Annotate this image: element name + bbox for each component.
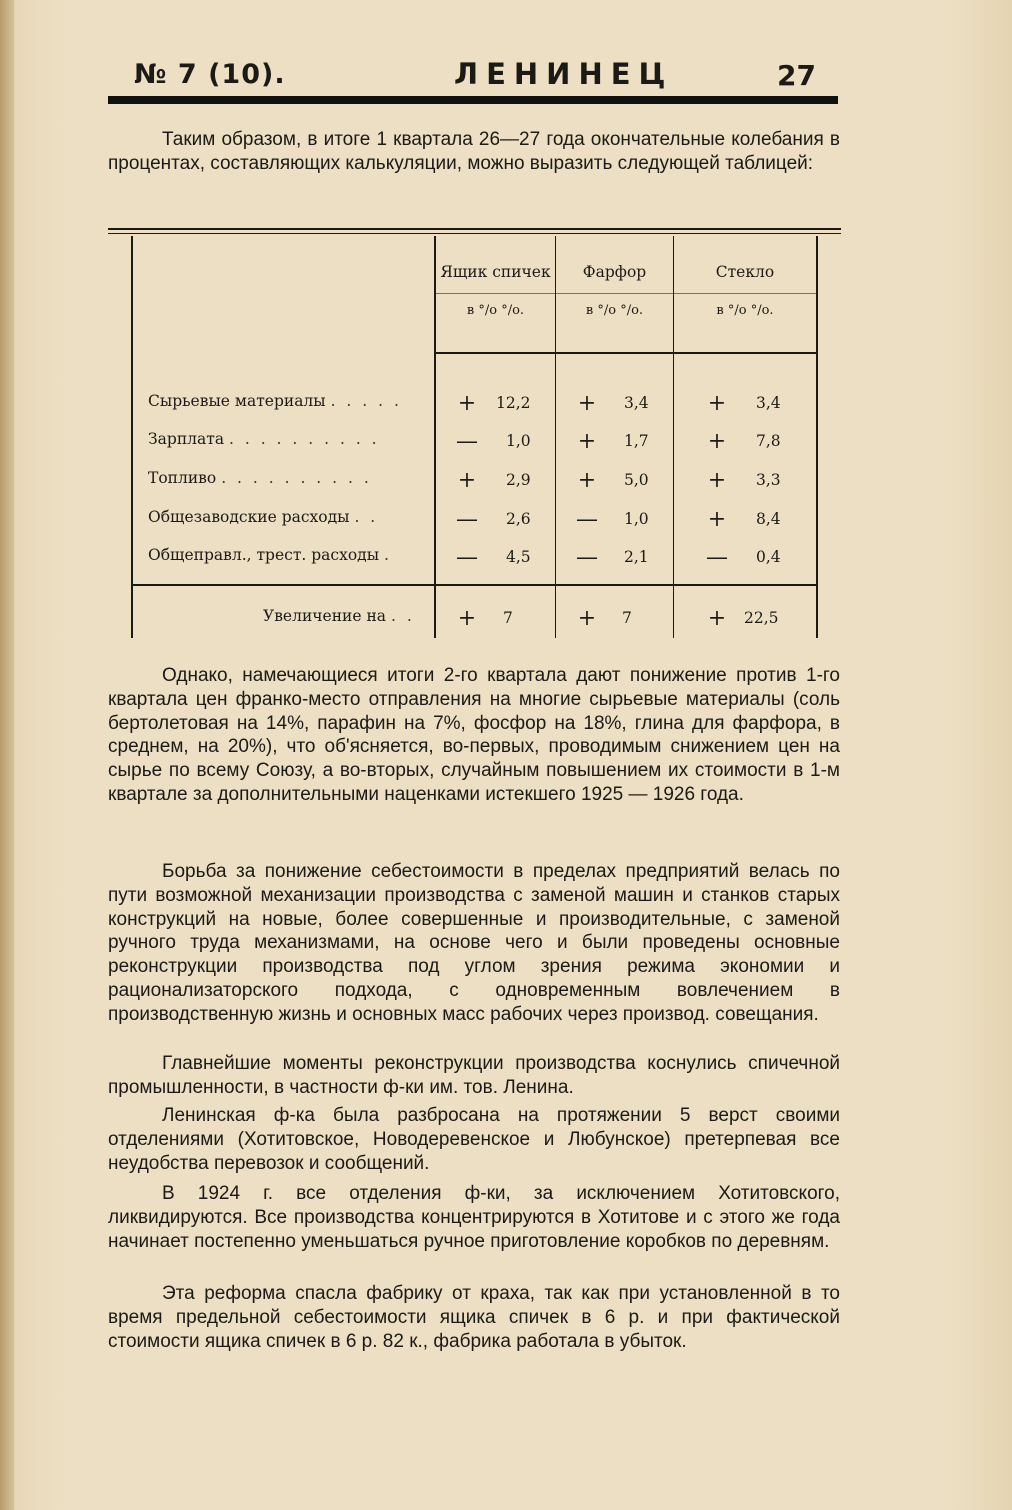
cell-sign: + bbox=[707, 507, 727, 532]
cell-value: 1,7 bbox=[624, 432, 649, 450]
cell-sign: — bbox=[576, 545, 598, 570]
col-header-glass: Стекло bbox=[715, 263, 775, 281]
row-label: Общеправл., трест. расходы bbox=[148, 546, 380, 564]
body-paragraph-5: В 1924 г. все отделения ф-ки, за исключением Хотитовского, ликвидируются. Все производства концентрируются в Хотитове и с этого же года начинает постепенно уменьшаться ручное приготовление коробков по деревням. bbox=[108, 1183, 840, 1252]
cell-sign: + bbox=[577, 429, 597, 454]
cell-value: 5,0 bbox=[624, 471, 649, 489]
cell-sign: — bbox=[456, 507, 478, 532]
col-unit-matches: в °/о °/о. bbox=[466, 303, 525, 318]
cell-value: 1,0 bbox=[624, 510, 649, 528]
header-subrule bbox=[436, 293, 816, 294]
cell-value: 22,5 bbox=[744, 609, 779, 627]
cell-sign: — bbox=[456, 545, 478, 570]
body-paragraph-2: Борьба за понижение себестоимости в пределах предприятий велась по пути возможной механизации производства с заменой машин и станков старых конструкций на новые, более совершенные и производительные, с заменой ручного труда механизмами, на основе чего и были проведены основные реконструкции производства под углом зрения режима экономии и рационализаторского подхода, с одновременным вовлечением в производственную жизнь и основных масс рабочих через производ. совещания. bbox=[108, 861, 840, 1025]
intro-paragraph: Таким образом, в итоге 1 квартала 26—27 года окончательные колебания в процентах, составляющих калькуляции, можно выразить следующей таблицей: bbox=[108, 129, 840, 174]
row-label: Зарплата bbox=[148, 430, 225, 448]
col-unit-porcelain: в °/о °/о. bbox=[585, 303, 644, 318]
cell-value: 0,4 bbox=[756, 548, 781, 566]
header-rule bbox=[108, 96, 838, 104]
cell-value: 12,2 bbox=[496, 394, 531, 412]
cell-value: 8,4 bbox=[756, 510, 781, 528]
cell-value: 3,4 bbox=[624, 394, 649, 412]
total-rule bbox=[133, 584, 816, 586]
row-label: Общезаводские расходы bbox=[148, 508, 350, 526]
cell-sign: + bbox=[457, 468, 477, 493]
leader-dots: . . bbox=[390, 607, 415, 625]
table-right-border bbox=[816, 236, 818, 638]
body-paragraph-1: Однако, намечающиеся итоги 2-го квартала дают понижение против 1-го квартала цен франко-место отправления на многие сырьевые материалы (соль бертолетовая на 14%, парафин на 7%, фосфор на 18%, глина для фарфора, в среднем, на 20%), что об'ясняется, во-первых, проводимым снижением цен на сырье по всему Союзу, а во-вторых, случайным повышением их стоимости в 1-м квартале за дополнительными наценками истекшего 1925 — 1926 года. bbox=[108, 665, 840, 805]
cell-value: 1,0 bbox=[506, 432, 531, 450]
table-top-rule-thin bbox=[108, 233, 841, 234]
page-number: 27 bbox=[777, 59, 816, 92]
col-unit-glass: в °/о °/о. bbox=[716, 303, 774, 318]
leader-dots: . . bbox=[354, 508, 379, 526]
table-left-border bbox=[131, 236, 133, 638]
leader-dots: . . . . . . . . . . bbox=[221, 469, 372, 487]
cell-sign: + bbox=[707, 468, 727, 493]
cell-sign: + bbox=[457, 606, 477, 631]
table-top-rule bbox=[108, 228, 841, 230]
body-paragraph-4: Ленинская ф-ка была разбросана на протяжении 5 верст своими отделениями (Хотитовское, Новодеревенское и Любунское) претерпевая все неудобства перевозок и сообщений. bbox=[108, 1105, 840, 1174]
cell-sign: + bbox=[577, 606, 597, 631]
cell-value: 7 bbox=[503, 609, 513, 627]
cell-value: 3,3 bbox=[756, 471, 781, 489]
leader-dots: . bbox=[383, 546, 392, 564]
row-label: Сырьевые материалы bbox=[148, 392, 326, 410]
table-vline-2 bbox=[555, 236, 556, 638]
row-label: Топливо bbox=[148, 469, 217, 487]
cell-sign: — bbox=[576, 507, 598, 532]
cell-value: 2,9 bbox=[506, 471, 531, 489]
page-spine bbox=[0, 0, 14, 1510]
leader-dots: . . . . . bbox=[330, 392, 402, 410]
cell-value: 3,4 bbox=[756, 394, 781, 412]
total-label: Увеличение на bbox=[263, 607, 387, 625]
cell-value: 4,5 bbox=[506, 548, 531, 566]
cell-sign: + bbox=[707, 606, 727, 631]
cell-sign: — bbox=[706, 545, 728, 570]
cell-sign: + bbox=[457, 391, 477, 416]
cell-value: 7,8 bbox=[756, 432, 781, 450]
cell-sign: + bbox=[707, 429, 727, 454]
col-header-porcelain: Фарфор bbox=[582, 263, 647, 281]
header-bottom-rule bbox=[436, 352, 816, 354]
body-paragraph-6: Эта реформа спасла фабрику от краха, так как при установленной в то время предельной себестоимости ящика спичек в 6 р. и при фактической стоимости ящика спичек в 6 р. 82 к., фабрика работала в убыток. bbox=[108, 1283, 840, 1352]
cell-value: 2,6 bbox=[506, 510, 531, 528]
body-paragraph-3: Главнейшие моменты реконструкции производства коснулись спичечной промышленности, в частности ф-ки им. тов. Ленина. bbox=[108, 1053, 840, 1098]
col-header-matches: Ящик спичек bbox=[440, 263, 551, 281]
cell-sign: + bbox=[707, 391, 727, 416]
cell-value: 2,1 bbox=[624, 548, 649, 566]
cell-sign: — bbox=[456, 429, 478, 454]
journal-title: ЛЕНИНЕЦ bbox=[454, 57, 674, 91]
cell-sign: + bbox=[577, 468, 597, 493]
leader-dots: . . . . . . . . . . bbox=[229, 430, 380, 448]
cell-value: 7 bbox=[622, 609, 632, 627]
table-vline-3 bbox=[673, 236, 674, 638]
cell-sign: + bbox=[577, 391, 597, 416]
issue-number: № 7 (10). bbox=[134, 59, 286, 90]
table-vline-1 bbox=[434, 236, 436, 638]
running-header bbox=[110, 55, 838, 95]
